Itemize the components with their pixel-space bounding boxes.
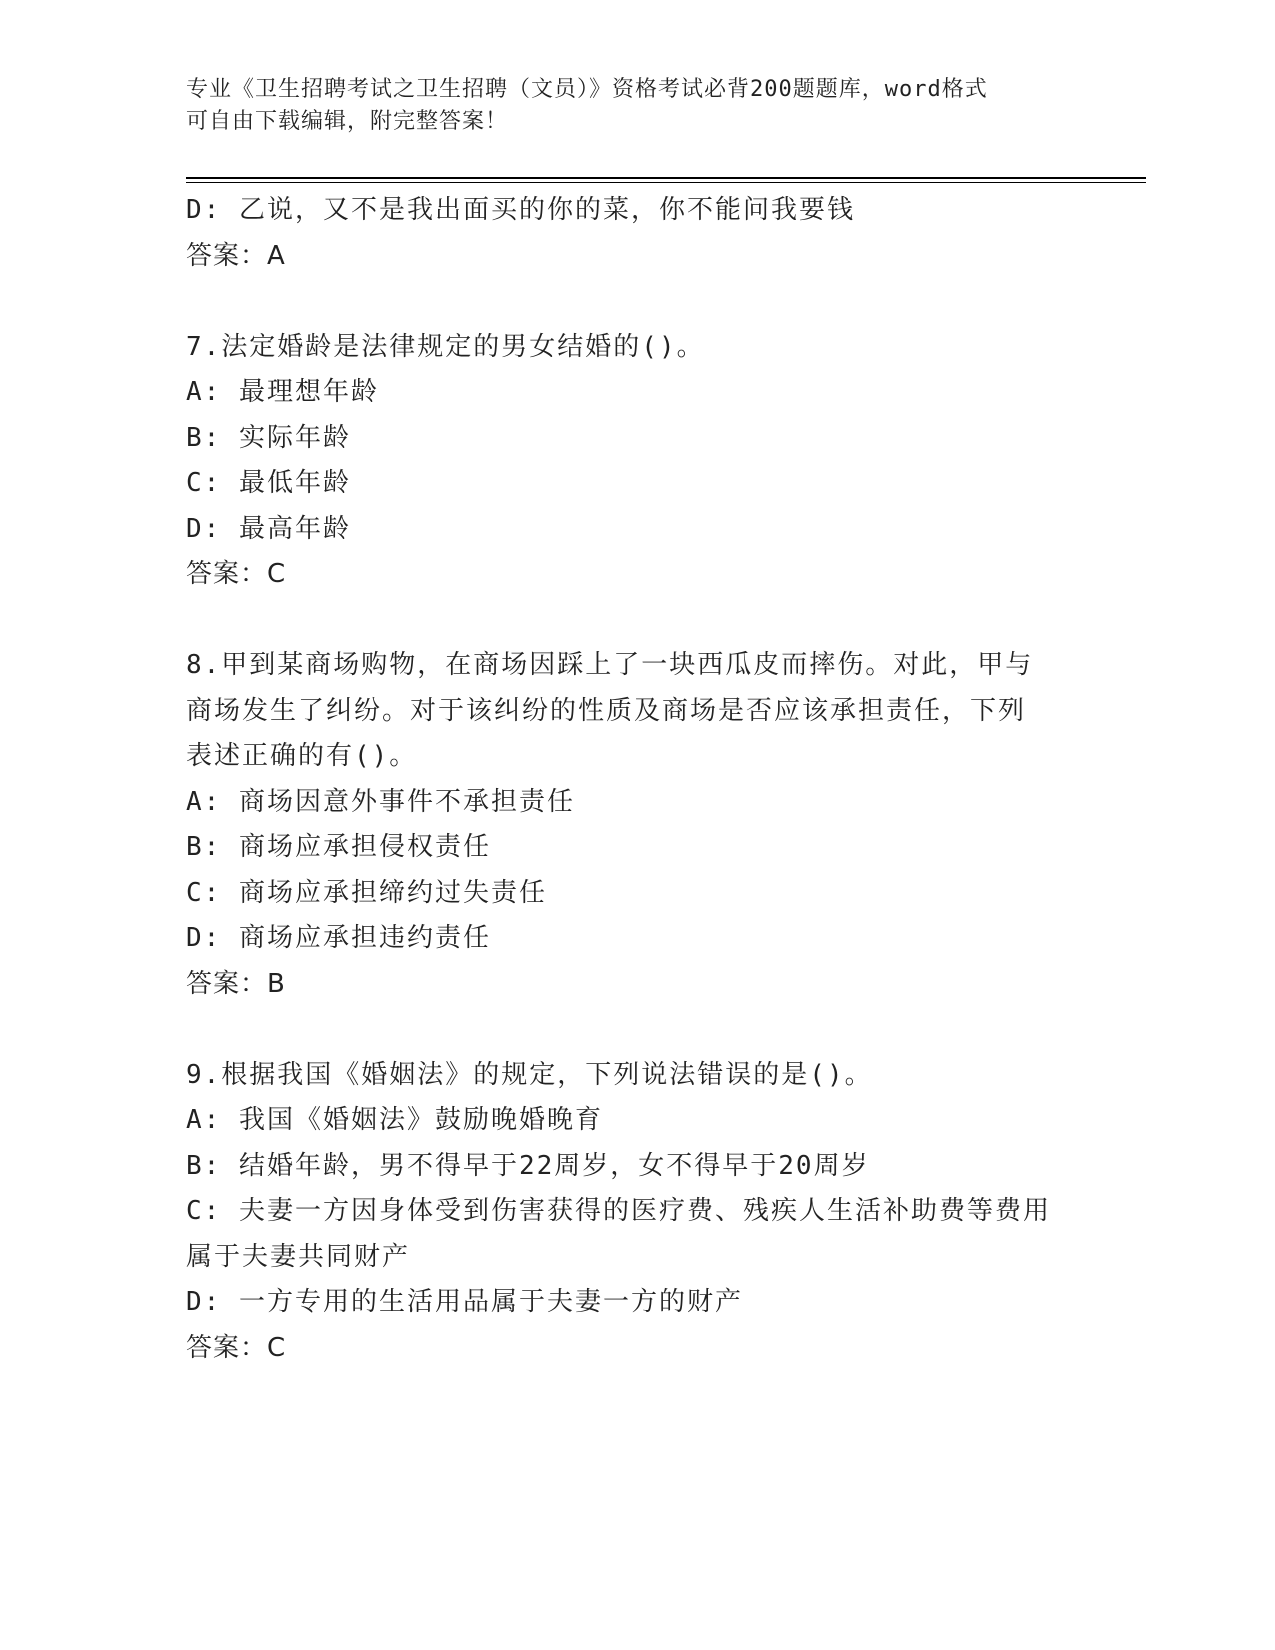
- question-8: [186, 643, 1086, 1007]
- header-line-2: 可自由下载编辑，附完整答案！: [186, 109, 509, 134]
- question-stem-line-1: 8.甲到某商场购物，在商场因踩上了一块西瓜皮而摔伤。对此，甲与: [186, 650, 1034, 680]
- question-stem-line-2: 商场发生了纠纷。对于该纠纷的性质及商场是否应该承担责任，下列: [186, 695, 1027, 726]
- option-d: D: 商场应承担违约责任: [186, 923, 491, 953]
- option-d: D: 一方专用的生活用品属于夫妻一方的财产: [186, 1287, 743, 1317]
- option-a: A: 商场因意外事件不承担责任: [186, 786, 575, 817]
- answer-line: 答案：C: [186, 1332, 287, 1363]
- option-c: C: 夫妻一方因身体受到伤害获得的医疗费、残疾人生活补助费等费用: [186, 1196, 1051, 1226]
- answer-line: 答案：A: [186, 240, 286, 271]
- spacer: [186, 1007, 1086, 1053]
- question-list: [186, 188, 1086, 1371]
- spacer: [186, 279, 1086, 325]
- question-7: [186, 325, 1086, 598]
- spacer: [186, 598, 1086, 644]
- previous-question-tail: [186, 188, 1086, 279]
- header-line-1: 专业《卫生招聘考试之卫生招聘（文员）》资格考试必背200题题库，word格式: [186, 77, 988, 102]
- option-a: A: 最理想年龄: [186, 377, 379, 407]
- option-a: A: 我国《婚姻法》鼓励晚婚晚育: [186, 1105, 603, 1135]
- option-d: D: 最高年龄: [186, 513, 351, 544]
- option-c-continued: 属于夫妻共同财产: [186, 1241, 411, 1272]
- option-b: B: 实际年龄: [186, 422, 351, 453]
- option-c: C: 最低年龄: [186, 468, 351, 498]
- option-c: C: 商场应承担缔约过失责任: [186, 877, 547, 908]
- question-stem: 9.根据我国《婚姻法》的规定，下列说法错误的是()。: [186, 1059, 873, 1090]
- option-b: B: 结婚年龄，男不得早于22周岁，女不得早于20周岁: [186, 1150, 870, 1181]
- header-rule-thick: [186, 177, 1146, 179]
- option-d: D: 乙说，又不是我出面买的你的菜，你不能问我要钱: [186, 195, 855, 225]
- option-b: B: 商场应承担侵权责任: [186, 832, 491, 862]
- answer-line: 答案：B: [186, 968, 286, 999]
- question-stem: 7.法定婚龄是法律规定的男女结婚的()。: [186, 331, 705, 362]
- question-stem-line-3: 表述正确的有()。: [186, 741, 418, 771]
- answer-line: 答案：C: [186, 559, 287, 589]
- question-9: [186, 1053, 1086, 1372]
- header-rule-thin: [186, 182, 1146, 183]
- document-header: [186, 74, 1086, 138]
